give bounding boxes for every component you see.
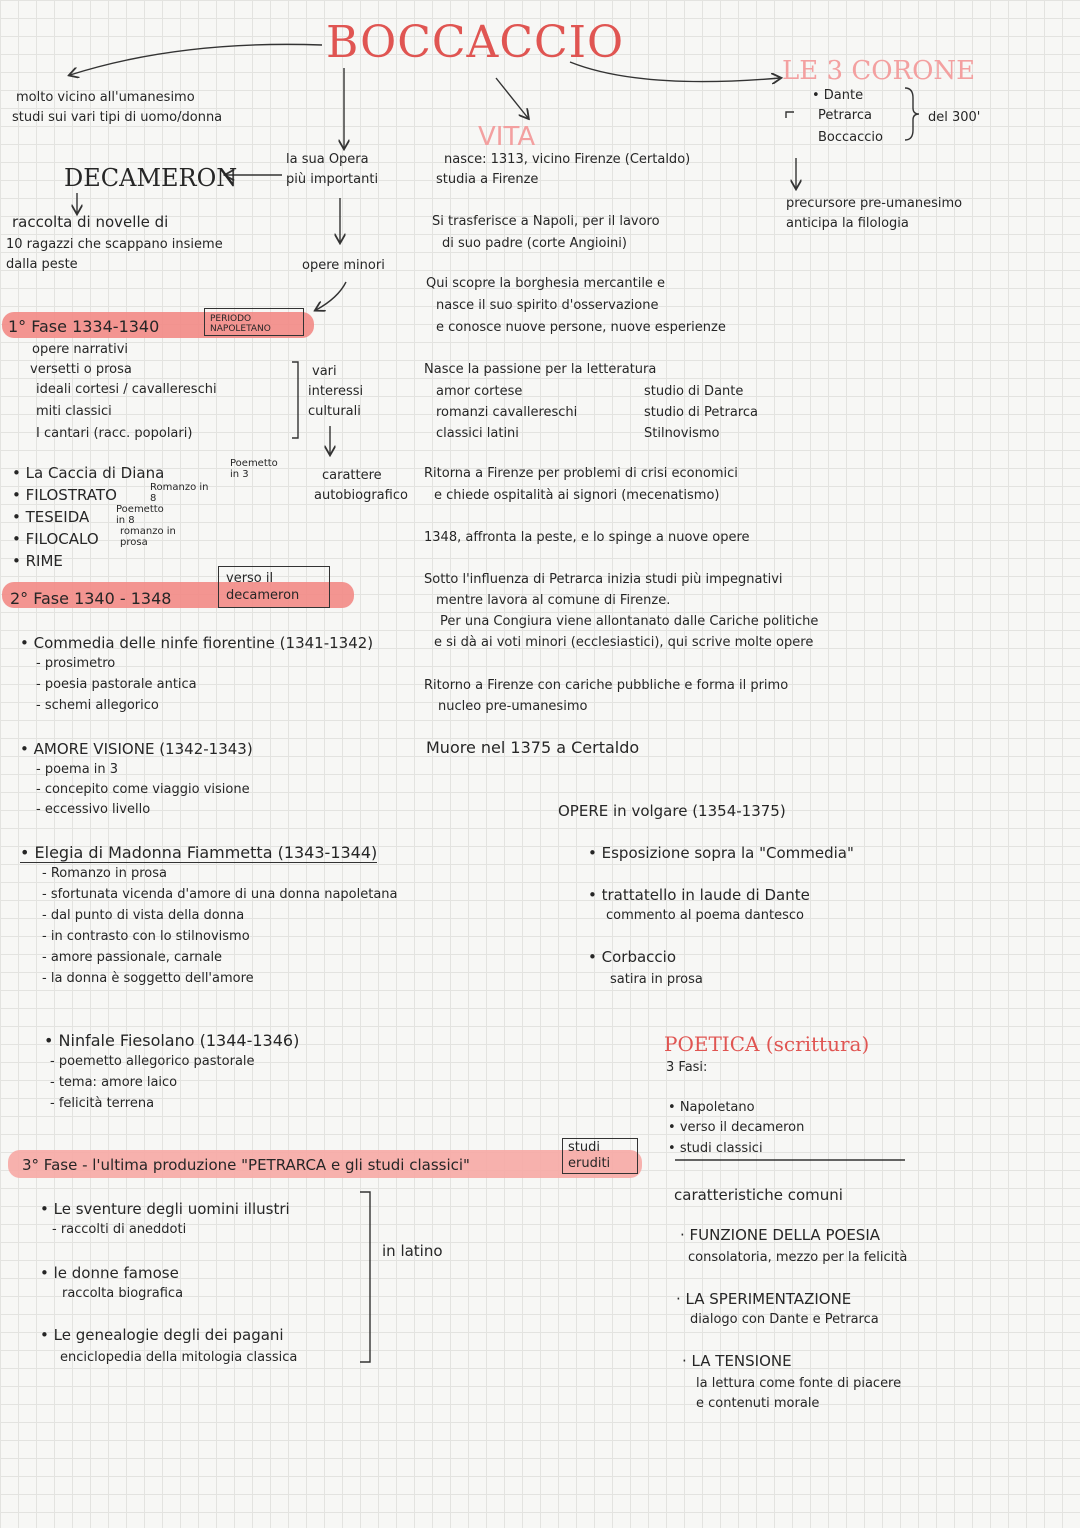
fase3-work-3: • Le genealogie degli dei pagani <box>40 1326 284 1344</box>
fase1-bracket-note-2: interessi <box>308 384 364 399</box>
fase2-elegia-item-1: - Romanzo in prosa <box>42 866 167 881</box>
volgare-title: OPERE in volgare (1354-1375) <box>558 802 786 820</box>
decameron-opera-2: più importanti <box>286 172 379 187</box>
header-note-1: molto vicino all'umanesimo <box>16 90 195 105</box>
poetica-fase-3: • studi classici <box>668 1141 763 1156</box>
fase2-elegia-item-6: - la donna è soggetto dell'amore <box>42 971 254 986</box>
vita-passione-left-1: amor cortese <box>436 384 523 399</box>
vita-muore: Muore nel 1375 a Certaldo <box>426 738 640 757</box>
vita-passione-right-2: studio di Petrarca <box>644 405 759 420</box>
poetica-item-1-title: · FUNZIONE DELLA POESIA <box>680 1226 880 1244</box>
decameron-label: DECAMERON <box>64 164 238 192</box>
vita-qui-3: e conosce nuove persone, nuove esperienze <box>436 320 726 335</box>
vita-passione-left-2: romanzi cavallereschi <box>436 405 578 420</box>
decameron-desc-2: 10 ragazzi che scappano insieme <box>6 237 223 252</box>
fase1-work-2: • FILOSTRATO <box>12 486 117 504</box>
fase1-bracket-note-1: vari <box>312 364 337 379</box>
fase2-ninfale: • Ninfale Fiesolano (1344-1346) <box>44 1031 300 1050</box>
fase1-work-3: • TESEIDA <box>12 508 90 526</box>
volgare-esposizione: • Esposizione sopra la "Commedia" <box>588 844 854 862</box>
fase2-ninfale-item-3: - felicità terrena <box>50 1096 155 1111</box>
header-note-2: studi sui vari tipi di uomo/donna <box>12 110 223 125</box>
fase1-carattere-2: autobiografico <box>314 488 408 503</box>
fase3-work-3-desc: enciclopedia della mitologia classica <box>60 1350 298 1365</box>
fase2-commedia-item-1: - prosimetro <box>36 656 116 671</box>
vita-passione: Nasce la passione per la letteratura <box>424 362 657 377</box>
corone-item-petrarca: Petrarca <box>818 108 872 123</box>
volgare-trattatello-1: • trattatello in laude di Dante <box>588 886 810 904</box>
fase2-ninfale-item-1: - poemetto allegorico pastorale <box>50 1054 255 1069</box>
vita-peste: 1348, affronta la peste, e lo spinge a nuove opere <box>424 530 750 545</box>
fase2-label: 2° Fase 1340 - 1348 <box>10 589 172 608</box>
poetica-fase-2: • verso il decameron <box>668 1120 805 1135</box>
vita-qui-1: Qui scopre la borghesia mercantile e <box>426 276 666 291</box>
vita-passione-left-3: classici latini <box>436 426 519 441</box>
poetica-item-1-desc: consolatoria, mezzo per la felicità <box>688 1250 908 1265</box>
fase1-work-2-note: Romanzo in 8 <box>150 482 209 504</box>
fase1-work-3-note: Poemetto in 8 <box>116 504 164 526</box>
page-title: BOCCACCIO <box>326 17 625 68</box>
fase2-elegia-item-3: - dal punto di vista della donna <box>42 908 245 923</box>
vita-sotto-1: Sotto l'influenza di Petrarca inizia studi più impegnativi <box>424 572 783 587</box>
vita-qui-2: nasce il suo spirito d'osservazione <box>436 298 659 313</box>
corone-brace-label: del 300' <box>928 110 981 125</box>
fase3-work-1: • Le sventure degli uomini illustri <box>40 1200 290 1218</box>
fase1-label: 1° Fase 1334-1340 <box>8 317 160 336</box>
vita-title: VITA <box>478 122 536 152</box>
vita-ritorna-1: Ritorna a Firenze per problemi di crisi economici <box>424 466 738 481</box>
fase1-item-1: ideali cortesi / cavallereschi <box>36 382 217 397</box>
fase1-work-4: • FILOCALO <box>12 530 99 548</box>
corone-note-1: precursore pre-umanesimo <box>786 196 963 211</box>
decameron-desc-1: raccolta di novelle di <box>12 213 169 231</box>
fase2-amore: • AMORE VISIONE (1342-1343) <box>20 740 253 758</box>
corone-note-2: anticipa la filologia <box>786 216 909 231</box>
fase2-ninfale-item-2: - tema: amore laico <box>50 1075 178 1090</box>
poetica-fase-1: • Napoletano <box>668 1100 755 1115</box>
fase2-commedia: • Commedia delle ninfe fiorentine (1341-1342) <box>20 634 374 652</box>
fase2-amore-item-1: - poema in 3 <box>36 762 119 777</box>
fase2-amore-item-2: - concepito come viaggio visione <box>36 782 250 797</box>
fase3-latino: in latino <box>382 1242 443 1260</box>
corone-item-dante: • Dante <box>812 88 864 103</box>
vita-napoli-1: Si trasferisce a Napoli, per il lavoro <box>432 214 660 229</box>
vita-ritorna-2: e chiede ospitalità ai signori (mecenatismo) <box>434 488 720 503</box>
fase1-work-4-note: romanzo in prosa <box>120 526 176 548</box>
fase1-period: PERIODO NAPOLETANO <box>210 314 271 334</box>
vita-sotto-2: mentre lavora al comune di Firenze. <box>436 593 671 608</box>
poetica-title: POETICA (scrittura) <box>664 1032 870 1056</box>
vita-sotto-3: Per una Congiura viene allontanato dalle Cariche politiche <box>440 614 819 629</box>
poetica-caratteristiche: caratteristiche comuni <box>674 1186 843 1204</box>
corone-title: LE 3 CORONE <box>782 56 976 86</box>
fase1-work-1-note: Poemetto in 3 <box>230 458 278 480</box>
fase2-commedia-item-2: - poesia pastorale antica <box>36 677 197 692</box>
fase3-note: studi eruditi <box>568 1140 611 1171</box>
decameron-desc-3: dalla peste <box>6 257 78 272</box>
vita-sotto-4: e si dà ai voti minori (ecclesiastici), qui scrive molte opere <box>434 635 814 650</box>
corone-item-boccaccio: Boccaccio <box>818 130 883 145</box>
fase3-label: 3° Fase - l'ultima produzione "PETRARCA e gli studi classici" <box>22 1156 470 1174</box>
fase2-elegia-item-2: - sfortunata vicenda d'amore di una donna napoletana <box>42 887 398 902</box>
fase2-elegia: • Elegia di Madonna Fiammetta (1343-1344) <box>20 843 378 862</box>
vita-studia: studia a Firenze <box>436 172 539 187</box>
poetica-item-3-desc-2: e contenuti morale <box>696 1396 820 1411</box>
poetica-item-2-title: · LA SPERIMENTAZIONE <box>676 1290 852 1308</box>
fase1-intro-1: opere narrativi <box>32 342 129 357</box>
poetica-item-3-title: · LA TENSIONE <box>682 1352 792 1370</box>
vita-passione-right-3: Stilnovismo <box>644 426 720 441</box>
volgare-corbaccio-2: satira in prosa <box>610 972 703 987</box>
vita-napoli-2: di suo padre (corte Angioini) <box>442 236 627 251</box>
fase1-bracket-note-3: culturali <box>308 404 361 419</box>
fase1-intro-2: versetti o prosa <box>30 362 132 377</box>
fase2-elegia-item-5: - amore passionale, carnale <box>42 950 223 965</box>
fase1-item-2: miti classici <box>36 404 112 419</box>
fase3-work-1-desc: - raccolti di aneddoti <box>52 1222 187 1237</box>
vita-passione-right-1: studio di Dante <box>644 384 744 399</box>
fase2-commedia-item-3: - schemi allegorico <box>36 698 159 713</box>
fase3-work-2-desc: raccolta biografica <box>62 1286 184 1301</box>
fase1-carattere-1: carattere <box>322 468 382 483</box>
fase1-work-1: • La Caccia di Diana <box>12 464 165 482</box>
decameron-opera-1: la sua Opera <box>286 152 369 167</box>
fase2-note: verso il decameron <box>226 571 300 603</box>
fase1-item-3: I cantari (racc. popolari) <box>36 426 193 441</box>
opere-minori: opere minori <box>302 258 385 273</box>
fase2-elegia-item-4: - in contrasto con lo stilnovismo <box>42 929 250 944</box>
vita-nasce: nasce: 1313, vicino Firenze (Certaldo) <box>444 152 691 167</box>
fase1-work-5: • RIME <box>12 552 63 570</box>
vita-ritorno-2: nucleo pre-umanesimo <box>438 699 588 714</box>
fase2-amore-item-3: - eccessivo livello <box>36 802 151 817</box>
volgare-corbaccio-1: • Corbaccio <box>588 948 676 966</box>
poetica-fasi-label: 3 Fasi: <box>666 1060 708 1075</box>
volgare-trattatello-2: commento al poema dantesco <box>606 908 804 923</box>
fase3-work-2: • le donne famose <box>40 1264 179 1282</box>
poetica-item-2-desc: dialogo con Dante e Petrarca <box>690 1312 879 1327</box>
poetica-item-3-desc: la lettura come fonte di piacere <box>696 1376 902 1391</box>
vita-ritorno-1: Ritorno a Firenze con cariche pubbliche e forma il primo <box>424 678 789 693</box>
